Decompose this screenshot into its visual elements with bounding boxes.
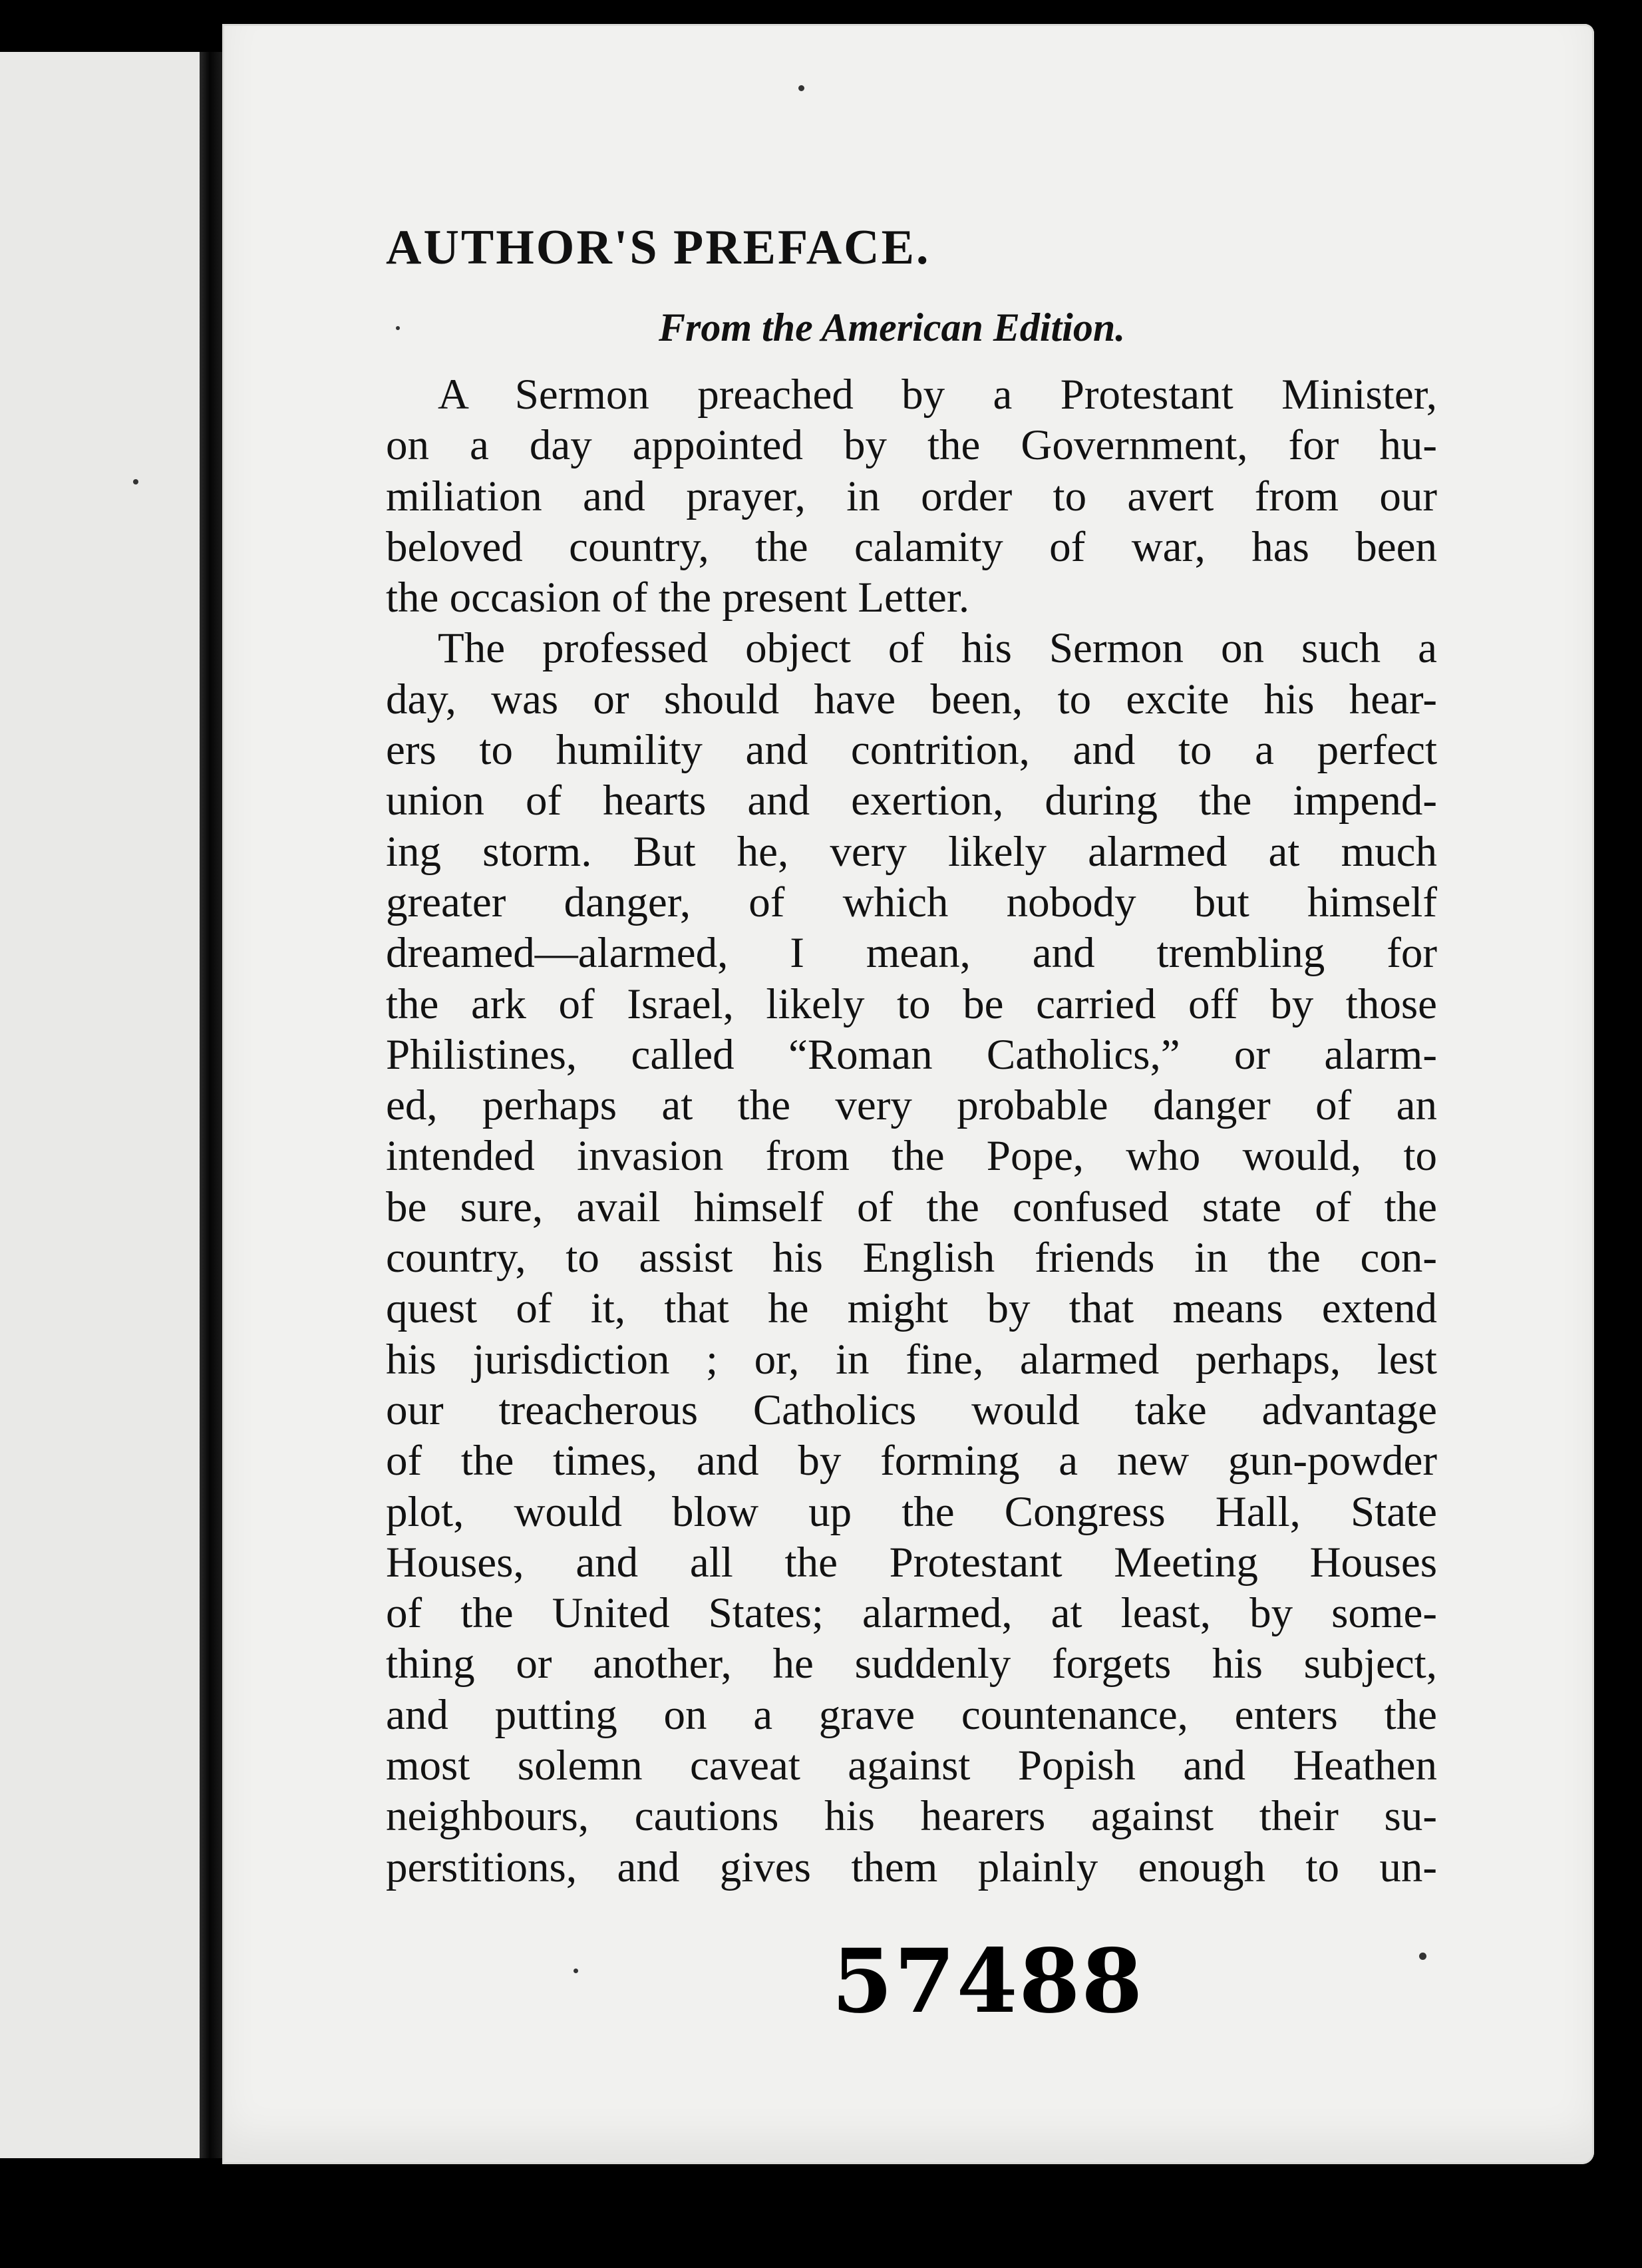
text-line: A Sermon preached by a Protestant Minister, (438, 371, 1437, 419)
text-line: quest of it, that he might by that means extend (386, 1284, 1437, 1333)
left-page-edge (0, 52, 204, 2158)
text-line: on a day appointed by the Government, for hu- (386, 421, 1437, 470)
text-line: intended invasion from the Pope, who would, to (386, 1132, 1437, 1181)
text-line: the ark of Israel, likely to be carried off by those (386, 980, 1437, 1028)
text-line: ers to humility and contrition, and to a perfect (386, 726, 1437, 775)
text-line: miliation and prayer, in order to avert from our (386, 472, 1437, 520)
text-line: ed, perhaps at the very probable danger of an (386, 1081, 1437, 1130)
ink-speck (1419, 1953, 1426, 1960)
text-line: dreamed—alarmed, I mean, and trembling for (386, 929, 1437, 978)
text-line: perstitions, and gives them plainly enough to un- (386, 1843, 1437, 1891)
text-line: of the times, and by forming a new gun-powder (386, 1437, 1437, 1485)
text-line: beloved country, the calamity of war, has been (386, 522, 1437, 571)
text-line: thing or another, he suddenly forgets his subject, (386, 1640, 1437, 1688)
text-line: day, was or should have been, to excite his hear- (386, 675, 1437, 723)
page-title: AUTHOR'S PREFACE. (386, 220, 931, 275)
text-line: ing storm. But he, very likely alarmed at much (386, 827, 1437, 876)
text-line: The professed object of his Sermon on such a (438, 624, 1437, 673)
text-line: his jurisdiction ; or, in fine, alarmed perhaps, lest (386, 1335, 1437, 1384)
text-line: neighbours, cautions his hearers against their su- (386, 1792, 1437, 1841)
text-line: Houses, and all the Protestant Meeting Houses (386, 1538, 1437, 1587)
text-line: country, to assist his English friends in the con- (386, 1234, 1437, 1282)
text-line: our treacherous Catholics would take advantage (386, 1386, 1437, 1434)
text-line: plot, would blow up the Congress Hall, State (386, 1487, 1437, 1536)
ink-speck (798, 85, 804, 91)
page-subtitle: From the American Edition. (659, 305, 1126, 349)
ink-speck (133, 479, 138, 484)
text-line: the occasion of the present Letter. (386, 574, 970, 622)
ink-speck (396, 326, 400, 330)
book-spine (200, 52, 222, 2158)
body-text (386, 369, 1437, 1893)
ink-speck (574, 1969, 578, 1973)
text-line: most solemn caveat against Popish and Heathen (386, 1742, 1437, 1790)
text-line: of the United States; alarmed, at least, by some- (386, 1589, 1437, 1638)
text-line: be sure, avail himself of the confused state of the (386, 1183, 1437, 1231)
text-line: Philistines, called “Roman Catholics,” or alarm- (386, 1030, 1437, 1079)
text-line: and putting on a grave countenance, enters the (386, 1690, 1437, 1739)
text-line: union of hearts and exertion, during the impend- (386, 777, 1437, 825)
text-line: greater danger, of which nobody but himself (386, 878, 1437, 926)
stamp-number: 57488 (832, 1930, 1144, 2033)
